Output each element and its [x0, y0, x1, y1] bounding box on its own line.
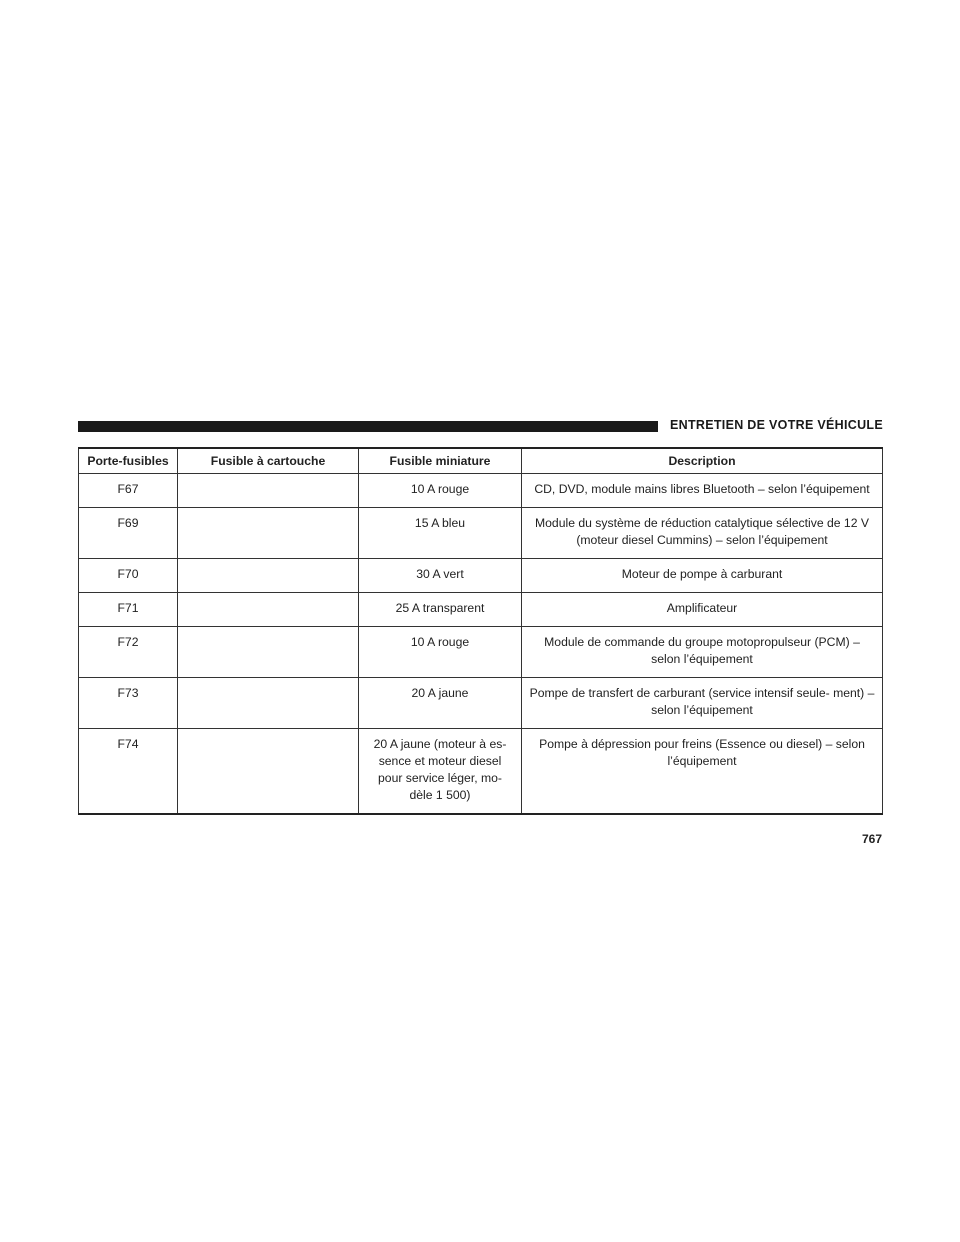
cell-cartouche: [178, 678, 359, 729]
header-rule-bar: [78, 421, 658, 432]
cell-cartouche: [178, 474, 359, 508]
cell-description: Pompe à dépression pour freins (Essence ou diesel) – selon l’équipement: [522, 729, 883, 815]
cell-miniature: 25 A transparent: [359, 593, 522, 627]
section-title: ENTRETIEN DE VOTRE VÉHICULE: [670, 418, 883, 432]
cell-description: Module du système de réduction catalytique sélective de 12 V (moteur diesel Cummins) – selon l’équipement: [522, 508, 883, 559]
cell-porte: F74: [79, 729, 178, 815]
page-number: 767: [861, 832, 882, 846]
cell-miniature: 10 A rouge: [359, 474, 522, 508]
cell-miniature: 15 A bleu: [359, 508, 522, 559]
cell-porte: F71: [79, 593, 178, 627]
table-header-row: [79, 448, 883, 474]
cell-cartouche: [178, 627, 359, 678]
table-row: [79, 729, 883, 815]
cell-cartouche: [178, 729, 359, 815]
cell-description: Pompe de transfert de carburant (service intensif seule- ment) – selon l’équipement: [522, 678, 883, 729]
column-header-fusible-miniature: Fusible miniature: [359, 448, 522, 474]
cell-porte: F70: [79, 559, 178, 593]
cell-miniature: 20 A jaune (moteur à es- sence et moteur diesel pour service léger, mo- dèle 1 500): [359, 729, 522, 815]
table-row: [79, 627, 883, 678]
cell-cartouche: [178, 559, 359, 593]
cell-porte: F69: [79, 508, 178, 559]
column-header-porte-fusibles: Porte-fusibles: [79, 448, 178, 474]
cell-cartouche: [178, 593, 359, 627]
cell-description: Amplificateur: [522, 593, 883, 627]
fuse-table: [78, 447, 883, 815]
table-row: [79, 474, 883, 508]
column-header-description: Description: [522, 448, 883, 474]
cell-miniature: 10 A rouge: [359, 627, 522, 678]
cell-miniature: 30 A vert: [359, 559, 522, 593]
cell-description: Module de commande du groupe motopropulseur (PCM) – selon l’équipement: [522, 627, 883, 678]
cell-porte: F73: [79, 678, 178, 729]
cell-description: CD, DVD, module mains libres Bluetooth – selon l’équipement: [522, 474, 883, 508]
table-row: [79, 678, 883, 729]
cell-porte: F72: [79, 627, 178, 678]
table-row: [79, 593, 883, 627]
column-header-fusible-cartouche: Fusible à cartouche: [178, 448, 359, 474]
cell-description: Moteur de pompe à carburant: [522, 559, 883, 593]
table-row: [79, 559, 883, 593]
cell-porte: F67: [79, 474, 178, 508]
cell-cartouche: [178, 508, 359, 559]
cell-miniature: 20 A jaune: [359, 678, 522, 729]
table-row: [79, 508, 883, 559]
